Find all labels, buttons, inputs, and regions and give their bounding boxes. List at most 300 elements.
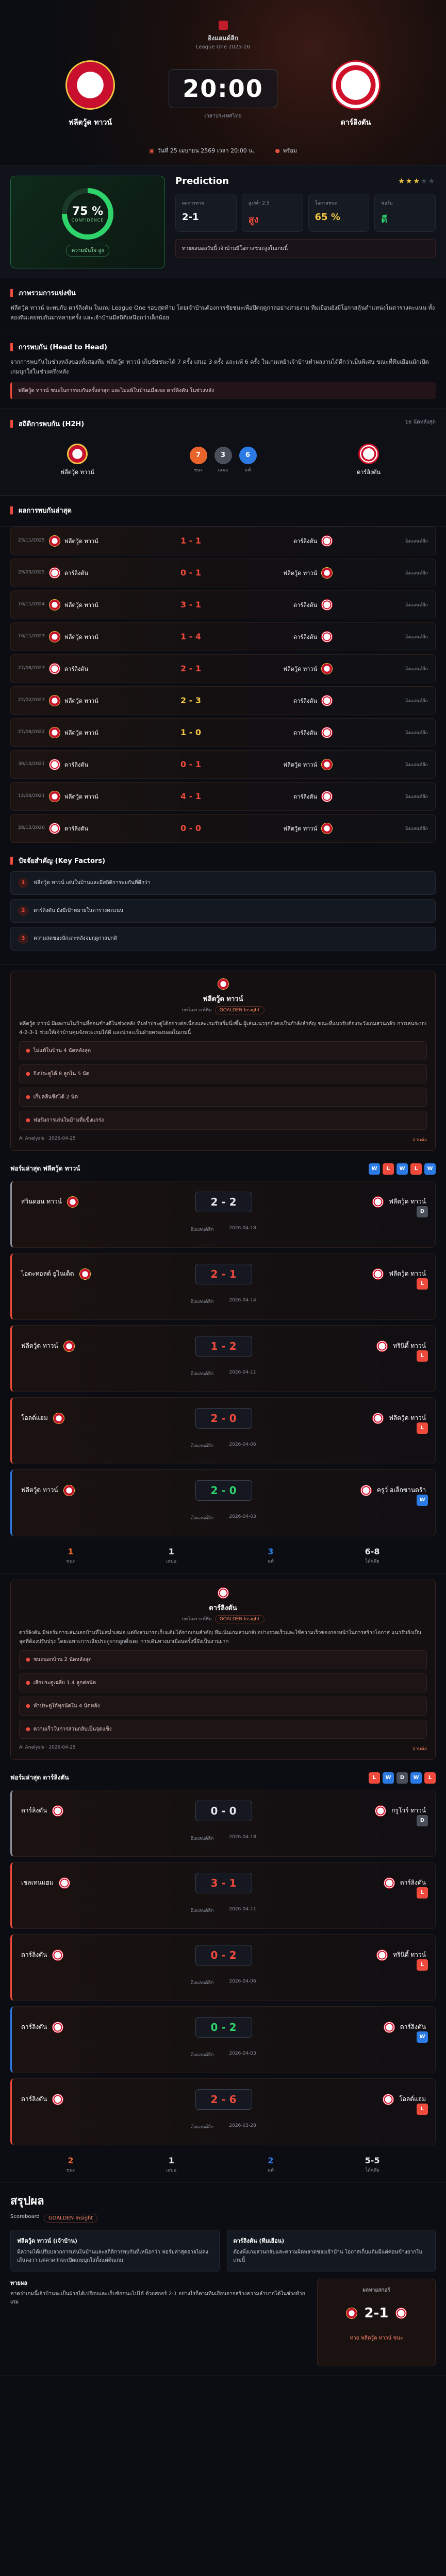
form-home — [21, 2022, 166, 2033]
form-home — [21, 1805, 166, 1817]
form-result-badge: D — [417, 1815, 428, 1826]
row-score: 0 - 0 — [180, 823, 202, 834]
row-away-name: ดาร์ลิงตัน — [293, 601, 317, 608]
row-away — [214, 631, 333, 642]
form-match-meta — [21, 1370, 426, 1377]
analysis-bullet — [19, 1041, 427, 1060]
h2h-summary-title: สถิติการพบกัน (H2H) — [19, 420, 85, 428]
form-stat-label: ชนะ — [66, 2167, 75, 2173]
team-crest-icon — [321, 535, 333, 547]
row-away — [214, 791, 333, 802]
form-stat-label: ได้/เสีย — [365, 1558, 379, 1564]
team-crest-icon — [384, 2022, 395, 2033]
row-home — [49, 695, 168, 706]
form-result-badge: W — [417, 2031, 428, 2043]
form-date: 2026-04-03 — [229, 2050, 256, 2056]
row-competition: อิงแลนด์ลีก — [405, 698, 428, 704]
read-more-link[interactable]: อ่านต่อ — [412, 1137, 427, 1143]
league-header — [0, 21, 446, 50]
form-competition: อิงแลนด์ลีก — [191, 1515, 214, 1521]
form-badge: L — [369, 1772, 380, 1784]
form-date: 2026-04-11 — [229, 1369, 256, 1375]
form-match-meta — [21, 1226, 426, 1233]
conclusion-away-heading: ดาร์ลิงตัน (ทีมเยือน) — [233, 2237, 285, 2244]
pred-card-label: สูง/ต่ำ 2.5 — [248, 201, 270, 206]
section-dot-icon: ▌ — [10, 344, 15, 352]
form-stat-label: แพ้ — [268, 2167, 274, 2173]
form-away — [282, 1950, 426, 1961]
team-crest-icon — [321, 791, 333, 802]
analysis-bullet — [19, 1697, 427, 1716]
team-crest-icon — [321, 727, 333, 738]
form-score: 2 - 6 — [195, 2089, 252, 2110]
factor-number-icon: 1 — [18, 878, 28, 888]
form-competition: อิงแลนด์ลีก — [191, 1227, 214, 1232]
form-stat-value: 3 — [268, 1546, 274, 1556]
league-name: อิงแลนด์ลีก — [208, 35, 238, 42]
pred-card-score — [175, 194, 237, 232]
match-date: 29/03/2025 — [18, 569, 45, 575]
row-away — [214, 727, 333, 738]
team-crest-icon — [321, 695, 333, 706]
form-home-name: สวินดอน ทาวน์ — [21, 1198, 62, 1206]
form-stat-value: 6-8 — [365, 1546, 380, 1556]
form-result-badge: W — [417, 1495, 428, 1506]
row-home-name: ดาร์ลิงตัน — [64, 569, 89, 577]
team-crest-icon — [376, 1341, 388, 1352]
form-home-name: เชลเทนแฮม — [21, 1879, 54, 1887]
home-form-badges — [369, 1163, 436, 1175]
form-match-row[interactable] — [10, 1934, 436, 2001]
stars-on: ★★★ — [398, 177, 421, 185]
row-competition: อิงแลนด์ลีก — [405, 570, 428, 576]
match-date: 27/08/2022 — [18, 729, 45, 735]
form-match-row[interactable] — [10, 1790, 436, 1857]
form-score: 2 - 0 — [195, 1480, 252, 1501]
h2h-row[interactable] — [10, 718, 436, 747]
form-match-row[interactable] — [10, 1469, 436, 1536]
form-date: 2026-04-18 — [229, 1834, 256, 1840]
form-away-name: โอลด์แฮม — [399, 2095, 426, 2103]
form-match-row[interactable] — [10, 1862, 436, 1929]
home-form-header — [0, 1157, 446, 1181]
h2h-row[interactable] — [10, 527, 436, 555]
section-dot-icon: ▌ — [10, 420, 15, 428]
away-crest-icon — [218, 1587, 229, 1599]
team-crest-icon — [63, 1341, 75, 1352]
team-crest-icon — [360, 1485, 372, 1496]
form-stat-label: เสมอ — [166, 1558, 177, 1564]
h2h-text-section — [0, 332, 446, 409]
form-match-row[interactable] — [10, 2006, 436, 2073]
form-stat — [66, 2156, 75, 2174]
row-competition: อิงแลนด์ลีก — [405, 762, 428, 768]
team-crest-icon — [321, 823, 333, 834]
form-away-name: ดาร์ลิงตัน — [400, 1879, 426, 1887]
bullet-text: ทำประตูได้ทุกนัดใน 4 นัดหลัง — [33, 1703, 100, 1709]
form-stat — [166, 1547, 176, 1565]
form-date: 2026-04-18 — [229, 1225, 256, 1231]
bullet-text: ความเร็วในการสวนกลับเป็นจุดแข็ง — [33, 1726, 112, 1732]
ai-badge: GOALDEN Insight — [215, 1615, 265, 1623]
form-result-badge: L — [417, 2104, 428, 2115]
conclusion-away-body: ต้องพึ่งเกมสวนกลับและความผิดพลาดของเจ้าบ้าน โอกาสเก็บแต้มมีแต่ค่อนข้างยากในเกมนี้ — [233, 2249, 422, 2264]
row-home — [49, 567, 168, 579]
form-competition: อิงแลนด์ลีก — [191, 1371, 214, 1377]
pred-card-value: 2-1 — [182, 212, 199, 223]
row-home — [49, 535, 168, 547]
form-badge: W — [383, 1772, 394, 1784]
form-stat — [166, 2156, 176, 2174]
conclusion-summary-body: คาดว่าเกมนี้เจ้าบ้านจะเป็นฝ่ายได้เปรียบและเก็บชัยชนะไปได้ ด้วยสกอร์ 2-1 อย่างไรก็ตามทีมเยือนอาจสร้างความลำบากได้ในช่วงท้ายเกม — [10, 2291, 305, 2305]
conclusion-title: สรุปผล — [10, 2194, 44, 2208]
league-logo-icon — [219, 21, 228, 30]
form-result-badge: L — [417, 1278, 428, 1290]
analysis-bullet — [19, 1650, 427, 1669]
row-competition: อิงแลนด์ลีก — [405, 826, 428, 832]
confidence-box — [10, 176, 165, 268]
analysis-bullet — [19, 1111, 427, 1130]
stars-off: ★★ — [420, 177, 436, 185]
form-score: 1 - 2 — [195, 1336, 252, 1357]
h2h-draws-label: เสมอ — [218, 467, 228, 473]
form-score: 3 - 1 — [195, 1873, 252, 1893]
row-score: 2 - 1 — [180, 664, 202, 674]
form-match-meta — [21, 1835, 426, 1842]
form-away — [282, 1805, 426, 1817]
home-analysis-name: ฟลีตวู้ด ทาวน์ — [203, 995, 243, 1003]
factor-text: ความสดของนักเตะหลังจบฤดูกาลปกติ — [34, 936, 118, 942]
form-match-teams — [21, 1336, 426, 1357]
h2h-away-name: ดาร์ลิงตัน — [356, 468, 381, 476]
row-home-name: ฟลีตวู้ด ทาวน์ — [64, 537, 98, 545]
form-match-meta — [21, 1298, 426, 1305]
row-home-name: ดาร์ลิงตัน — [64, 665, 89, 672]
kickoff-box — [156, 69, 290, 120]
section-dot-icon: ▌ — [10, 857, 15, 865]
form-home-name: ดาร์ลิงตัน — [21, 2023, 47, 2031]
team-crest-icon — [49, 567, 60, 579]
team-crest-icon — [49, 535, 60, 547]
h2h-row[interactable] — [10, 686, 436, 715]
row-home — [49, 823, 168, 834]
h2h-summary-section — [0, 409, 446, 496]
overview-body: ฟลีตวู้ด ทาวน์ จะพบกับ ดาร์ลิงตัน ในเกม League One รอบสุดท้าย โดยเจ้าบ้านต้องการชัยชนะเพื่อปิดฤดูกาลอย่างสวยงาม ทีมเยือนยังมีโอกาสลุ้นตำแหน่งในตารางคะแนน ทั้งสองทีมเคยพบกันมาหลายครั้ง และเจ้าบ้านมีสถิติเหนือกว่าเล็กน้อย — [10, 304, 435, 321]
match-date — [149, 146, 254, 155]
team-crest-icon — [49, 791, 60, 802]
match-date: 12/04/2021 — [18, 793, 45, 799]
form-home-name: โอลด์แฮม — [21, 1414, 48, 1422]
row-competition: อิงแลนด์ลีก — [405, 634, 428, 640]
away-form-header — [0, 1766, 446, 1790]
bullet-icon: ● — [26, 1703, 30, 1709]
h2h-match-list — [0, 527, 446, 843]
pred-card-value: 65 % — [315, 212, 340, 223]
away-analysis-body: ดาร์ลิงตัน มีฟอร์มการเล่นนอกบ้านที่ไม่สม่ำเสมอ แต่ยังสามารถเก็บแต้มได้จากเกมสำคัญ ทีมเน้นเกมสวนกลับอย่างรวดเร็วและใช้ความเร็วของกองหน้าในการสร้างโอกาส แนวรับยังเป็นจุดที่ต้องปรับปรุง โดยเฉพาะการเสียประตูจากลูกตั้งเตะ การเดินทางมาเยือนครั้งนี้จึงเป็นงานยาก — [19, 1630, 422, 1645]
row-home — [49, 663, 168, 674]
final-score: 2-1 — [364, 2306, 389, 2321]
conclusion-summary-heading: ทายผล — [10, 2280, 28, 2287]
team-crest-icon — [372, 1196, 384, 1208]
form-home — [21, 1341, 166, 1352]
form-score: 2 - 1 — [195, 1264, 252, 1284]
row-score: 1 - 4 — [180, 632, 202, 642]
home-crest-icon — [65, 60, 115, 110]
team-crest-icon — [321, 567, 333, 579]
row-home — [49, 727, 168, 738]
form-away — [282, 1877, 426, 1889]
team-crest-icon — [49, 823, 60, 834]
form-away-name: ฟลีตวู้ด ทาวน์ — [389, 1198, 426, 1206]
section-dot-icon: ▌ — [10, 290, 15, 297]
form-stat-value: 2 — [268, 2155, 274, 2165]
factor-item — [10, 871, 436, 895]
final-prediction-card — [317, 2279, 436, 2366]
form-away — [282, 1413, 426, 1424]
form-stat-value: 5-5 — [365, 2155, 380, 2165]
match-date-text: วันที่ 25 เมษายน 2569 เวลา 20:00 น. — [157, 147, 255, 154]
analysis-sub: บทวิเคราะห์ทีม — [181, 1007, 212, 1013]
conclusion-section — [0, 2182, 446, 2377]
h2h-row[interactable] — [10, 622, 436, 651]
confidence-tag: ความมั่นใจ สูง — [66, 245, 110, 257]
h2h-losses-label: แพ้ — [244, 467, 251, 473]
conclusion-home-heading: ฟลีตวู้ด ทาวน์ (เจ้าบ้าน) — [17, 2237, 77, 2244]
h2h-row[interactable] — [10, 590, 436, 619]
match-status-text: พร้อม — [283, 147, 297, 154]
home-crest-icon — [218, 978, 229, 990]
form-score: 0 - 2 — [195, 1945, 252, 1965]
form-match-row[interactable] — [10, 1397, 436, 1464]
row-competition: อิงแลนด์ลีก — [405, 794, 428, 800]
team-crest-icon — [79, 1268, 91, 1280]
away-form-stats — [0, 2150, 446, 2182]
analysis-bullet — [19, 1673, 427, 1692]
form-match-teams — [21, 1192, 426, 1212]
team-crest-icon — [383, 2094, 394, 2105]
rating-stars-icon — [398, 177, 436, 185]
form-competition: อิงแลนด์ลีก — [191, 1443, 214, 1449]
h2h-row[interactable] — [10, 750, 436, 779]
row-competition: อิงแลนด์ลีก — [405, 538, 428, 544]
form-match-row[interactable] — [10, 1181, 436, 1248]
conclusion-author: Scoreboard — [10, 2213, 40, 2219]
form-stat — [365, 2156, 380, 2174]
row-away — [214, 695, 333, 706]
bullet-text: ชนะนอกบ้าน 2 นัดหลังสุด — [33, 1656, 92, 1663]
bullet-text: ฟอร์มการเล่นในบ้านที่แข็งแกร่ง — [33, 1117, 104, 1123]
form-badge: L — [410, 1163, 422, 1175]
team-crest-icon — [49, 727, 60, 738]
bullet-text: ยิงประตูได้ 8 ลูกใน 5 นัด — [33, 1071, 90, 1077]
row-competition: อิงแลนด์ลีก — [405, 666, 428, 672]
conclusion-away — [227, 2230, 436, 2272]
confidence-value: 75 % — [72, 205, 104, 218]
form-match-teams — [21, 1264, 426, 1284]
row-away — [214, 535, 333, 547]
form-away — [282, 2094, 426, 2105]
pred-card-value: สูง — [248, 214, 259, 225]
team-crest-icon — [52, 2094, 63, 2105]
h2h-wins: 7 — [190, 447, 207, 464]
pred-card-winchance — [308, 194, 370, 232]
final-label: ผลทายสกอร์ — [362, 2287, 390, 2294]
form-result-badge: L — [417, 1350, 428, 1362]
form-match-row[interactable] — [10, 2078, 436, 2145]
away-form-list — [0, 1790, 446, 2145]
form-away-name: ฟลีตวู้ด ทาวน์ — [389, 1270, 426, 1278]
form-result-badge: D — [417, 1206, 428, 1217]
match-status — [275, 146, 297, 155]
match-date: 22/02/2023 — [18, 697, 45, 703]
away-form-title: ฟอร์มล่าสุด ดาร์ลิงตัน — [10, 1774, 69, 1782]
away-crest-icon — [395, 2308, 407, 2319]
form-badge: W — [424, 1163, 436, 1175]
form-away — [282, 1485, 426, 1496]
read-more-link[interactable]: อ่านต่อ — [412, 1746, 427, 1752]
form-competition: อิงแลนด์ลีก — [191, 1980, 214, 1986]
row-home — [49, 631, 168, 642]
form-stat-value: 1 — [168, 2155, 174, 2165]
form-match-meta — [21, 2051, 426, 2058]
overview-title: ภาพรวมการแข่งขัน — [19, 290, 76, 297]
form-match-teams — [21, 1408, 426, 1429]
team-crest-icon — [52, 1950, 63, 1961]
team-crest-icon — [52, 2022, 63, 2033]
h2h-row[interactable] — [10, 782, 436, 811]
analysis-bullet — [19, 1720, 427, 1739]
away-team[interactable] — [312, 60, 400, 128]
home-form-title: ฟอร์มล่าสุด ฟลีตวู้ด ทาวน์ — [10, 1165, 80, 1173]
form-stat-value: 2 — [68, 2155, 74, 2165]
form-away-name: ครูว์ อเล็กซานดร้า — [376, 1486, 426, 1494]
form-home-name: ไอดะทอลด์ ยูไนเต็ด — [21, 1270, 74, 1278]
prediction-title: Prediction — [175, 176, 229, 187]
analysis-date: 2026-04-25 — [48, 1744, 76, 1750]
h2h-home-team[interactable] — [31, 444, 124, 477]
form-match-row[interactable] — [10, 1325, 436, 1392]
form-match-teams — [21, 1945, 426, 1965]
team-crest-icon — [375, 1805, 386, 1817]
match-date: 28/12/2020 — [18, 825, 45, 831]
h2h-losses: 6 — [239, 447, 257, 464]
match-hero — [0, 0, 446, 165]
h2h-row[interactable] — [10, 814, 436, 843]
row-home-name: ฟลีตวู้ด ทาวน์ — [64, 697, 98, 704]
h2h-row[interactable] — [10, 558, 436, 587]
status-dot-icon: ● — [275, 147, 280, 154]
match-date: 27/08/2023 — [18, 665, 45, 671]
form-badge: W — [369, 1163, 380, 1175]
form-badge: W — [410, 1772, 422, 1784]
form-match-meta — [21, 2123, 426, 2130]
form-date: 2026-04-14 — [229, 1297, 256, 1303]
h2h-row[interactable] — [10, 654, 436, 683]
form-home — [21, 1877, 166, 1889]
row-home — [49, 759, 168, 770]
row-score: 4 - 1 — [180, 791, 202, 802]
home-crest-icon — [346, 2308, 357, 2319]
home-team[interactable] — [46, 60, 134, 128]
conclusion-home — [10, 2230, 220, 2272]
form-competition: อิงแลนด์ลีก — [191, 1299, 214, 1304]
form-home-name: ฟลีตวู้ด ทาวน์ — [21, 1486, 58, 1494]
overview-section — [0, 278, 446, 332]
pred-card-label: ผลการทาย — [182, 201, 204, 206]
team-crest-icon — [67, 1196, 78, 1208]
pred-card-overunder — [242, 194, 303, 232]
form-match-meta — [21, 1979, 426, 1986]
team-crest-icon — [63, 1485, 75, 1496]
match-date: 30/10/2021 — [18, 761, 45, 767]
row-away-name: ฟลีตวู้ด ทาวน์ — [283, 825, 317, 832]
row-home-name: ดาร์ลิงตัน — [64, 761, 89, 768]
form-home — [21, 1268, 166, 1280]
form-match-row[interactable] — [10, 1253, 436, 1320]
bullet-icon: ● — [26, 1726, 30, 1732]
form-badge: L — [424, 1772, 436, 1784]
row-home-name: ฟลีตวู้ด ทาวน์ — [64, 793, 98, 800]
kickoff-time: 20:00 — [169, 69, 277, 108]
bullet-icon: ● — [26, 1047, 30, 1054]
form-match-teams — [21, 2017, 426, 2038]
form-result-badge: L — [417, 1959, 428, 1971]
form-stat — [66, 1547, 75, 1565]
team-crest-icon — [59, 1877, 70, 1889]
key-factors-section — [0, 846, 446, 964]
team-crest-icon — [321, 759, 333, 770]
form-away-name: กรูโวร์ ทาวน์ — [391, 1807, 426, 1815]
bullet-icon: ● — [26, 1071, 30, 1077]
form-stat-label: ชนะ — [66, 1558, 75, 1564]
form-score: 0 - 2 — [195, 2017, 252, 2038]
pred-card-label: โอกาสชนะ — [315, 201, 337, 206]
ai-badge: GOALDEN Insight — [215, 1006, 265, 1014]
prediction-panel — [0, 165, 446, 278]
home-team-name: ฟลีตวู้ด ทาวน์ — [69, 118, 112, 127]
form-stat — [268, 1547, 274, 1565]
form-stat — [365, 1547, 380, 1565]
form-match-teams — [21, 2089, 426, 2110]
analysis-author: AI Analysis — [19, 1744, 44, 1750]
analysis-date: 2026-04-25 — [48, 1136, 76, 1141]
h2h-away-team[interactable] — [322, 444, 415, 477]
conclusion-summary — [10, 2279, 310, 2366]
row-score: 1 - 0 — [180, 727, 202, 738]
team-crest-icon — [52, 1805, 63, 1817]
pred-card-value: ดี — [381, 214, 387, 225]
row-away — [214, 599, 333, 611]
team-crest-icon — [321, 631, 333, 642]
form-badge: W — [397, 1163, 408, 1175]
form-match-teams — [21, 1801, 426, 1821]
bullet-icon: ● — [26, 1656, 30, 1663]
bullet-text: ไม่แพ้ในบ้าน 4 นัดหลังสุด — [33, 1047, 91, 1054]
row-away-name: ดาร์ลิงตัน — [293, 729, 317, 736]
pred-card-label: ฟอร์ม — [381, 201, 393, 206]
row-away — [214, 567, 333, 579]
away-analysis-card: ดาร์ลิงตัน บทวิเคราะห์ทีม GOALDEN Insight ดาร์ลิงตัน มีฟอร์มการเล่นนอกบ้านที่ไม่สม่ำเสมอ แต่ยังสามารถเก็บแต้มได้จากเกมสำคัญ ทีมเน้นเกมสวนกลับอย่างรวดเร็วและใช้ความเร็วของกองหน้าในการสร้างโอกาส แนวรับยังเป็นจุดที่ต้องปรับปรุง โดยเฉพาะการเสียประตูจากลูกตั้งเตะ การเดินทางมาเยือนครั้งนี้จึงเป็นงานยาก ● ชนะนอกบ้าน 2 นัดหลังสุด ● เสียประตูเฉลี่ย 1.4 ลูกต่อนัด ● ทำประตูได้ทุกนัดใน 4 นัดหลัง ● ความเร็วในการสวนกลับเป็นจุดแข็ง AI Analysis · 2026-04-25 อ่านต่อ — [10, 1580, 436, 1760]
form-stat-value: 1 — [168, 1546, 174, 1556]
factors-title: ปัจจัยสำคัญ (Key Factors) — [19, 857, 106, 865]
row-away-name: ดาร์ลิงตัน — [293, 793, 317, 800]
form-score: 0 - 0 — [195, 1801, 252, 1821]
factor-text: ฟลีตวู้ด ทาวน์ เล่นในบ้านและมีสถิติการพบกันที่ดีกว่า — [34, 880, 151, 886]
row-home-name: ฟลีตวู้ด ทาวน์ — [64, 601, 98, 608]
form-badge: L — [383, 1163, 394, 1175]
bullet-text: เก็บคลีนชีตได้ 2 นัด — [33, 1094, 78, 1100]
form-stat-label: ได้/เสีย — [365, 2167, 379, 2173]
